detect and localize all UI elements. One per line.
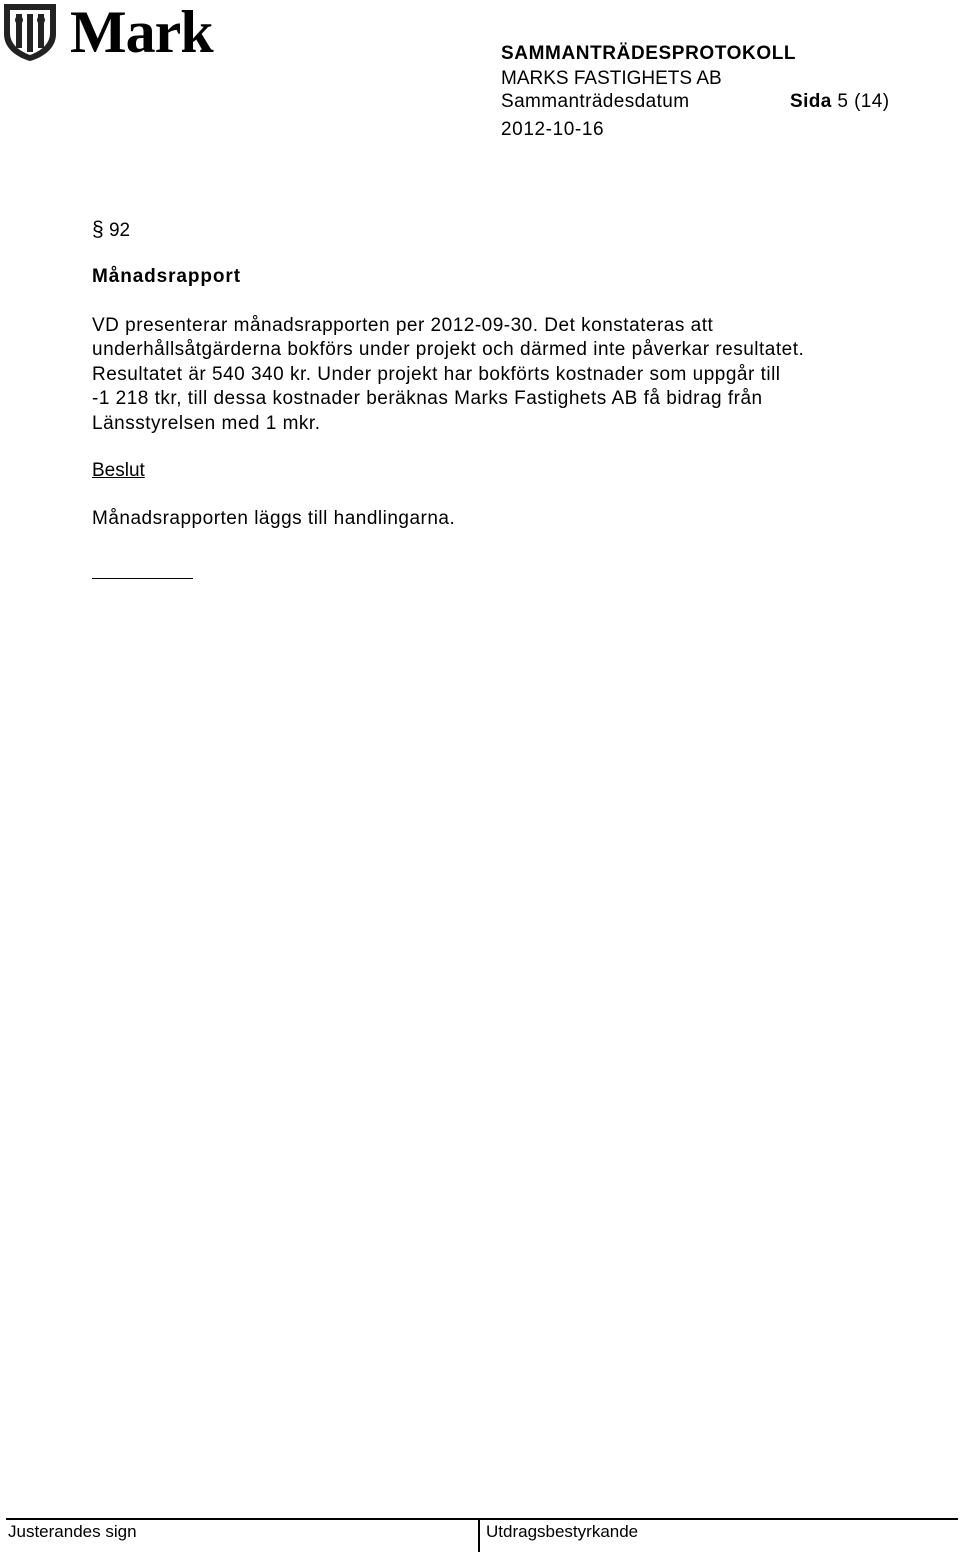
logo-wordmark: Mark — [70, 0, 213, 65]
company-name: MARKS FASTIGHETS AB — [501, 68, 722, 89]
decision-heading: Beslut — [92, 460, 145, 481]
page-label: Sida — [790, 91, 832, 112]
body-line: -1 218 tkr, till dessa kostnader beräknas Marks Fastighets AB få bidrag från — [92, 388, 763, 410]
section-heading: Månadsrapport — [92, 266, 241, 287]
section-body — [92, 314, 892, 436]
paragraph-number-value: 92 — [108, 220, 131, 241]
page-indicator — [790, 90, 889, 114]
body-line: VD presenterar månadsrapporten per 2012-09-30. Det konstateras att — [92, 315, 714, 336]
meeting-date-label: Sammanträdesdatum — [501, 91, 690, 112]
decision-text: Månadsrapporten läggs till handlingarna. — [92, 508, 456, 529]
body-line: underhållsåtgärderna bokförs under projekt och därmed inte påverkar resultatet. — [92, 339, 805, 361]
coat-of-arms-icon — [2, 2, 58, 62]
footer-utdragsbestyrkande: Utdragsbestyrkande — [486, 1522, 639, 1541]
footer-justerandes-sign: Justerandes sign — [8, 1522, 137, 1541]
meeting-date: 2012-10-16 — [501, 119, 605, 140]
footer-rule — [6, 1518, 958, 1520]
body-line: Resultatet är 540 340 kr. Under projekt har bokförts kostnader som uppgår till — [92, 363, 781, 385]
section-end-rule — [92, 578, 193, 579]
municipality-logo — [2, 0, 228, 65]
document-type: SAMMANTRÄDESPROTOKOLL — [501, 43, 797, 64]
footer-divider — [478, 1518, 480, 1552]
paragraph-number — [92, 218, 130, 243]
section-symbol: § — [92, 218, 104, 241]
body-line: Länsstyrelsen med 1 mkr. — [92, 412, 321, 434]
page-number: 5 (14) — [837, 91, 890, 112]
